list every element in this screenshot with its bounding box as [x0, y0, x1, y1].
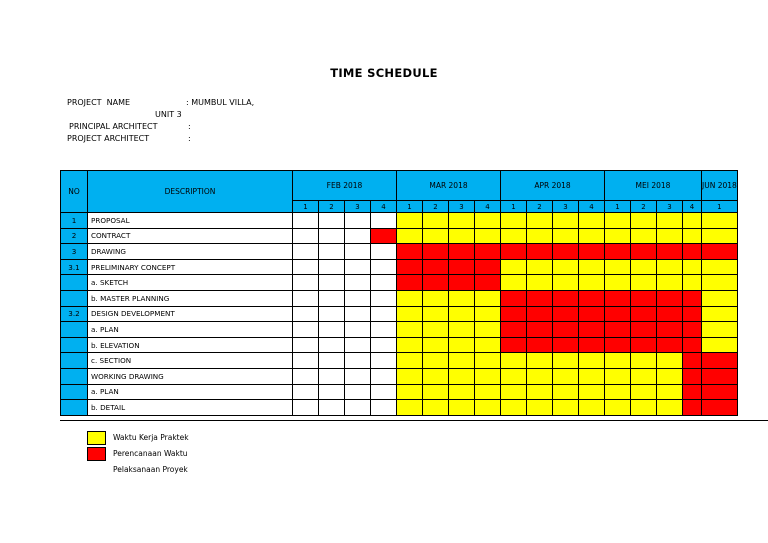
- work-cell: [475, 228, 501, 244]
- week-header: 2: [423, 201, 449, 213]
- work-cell: [449, 400, 475, 416]
- planning-cell: [475, 259, 501, 275]
- work-cell: [605, 275, 631, 291]
- empty-cell: [319, 275, 345, 291]
- work-cell: [449, 384, 475, 400]
- project-name-value: : MUMBUL VILLA,: [186, 98, 255, 107]
- empty-cell: [319, 353, 345, 369]
- work-cell: [449, 306, 475, 322]
- work-cell: [397, 353, 423, 369]
- work-cell: [527, 228, 553, 244]
- empty-cell: [293, 400, 319, 416]
- empty-cell: [345, 290, 371, 306]
- work-cell: [423, 228, 449, 244]
- week-header: 1: [702, 201, 738, 213]
- planning-cell: [683, 368, 702, 384]
- month-header: JUN 2018: [702, 171, 738, 201]
- work-cell: [475, 306, 501, 322]
- work-cell: [605, 353, 631, 369]
- work-cell: [397, 337, 423, 353]
- work-cell: [579, 400, 605, 416]
- row-description: c. SECTION: [88, 353, 293, 369]
- planning-cell: [397, 275, 423, 291]
- table-row: [61, 322, 738, 338]
- planning-cell: [683, 400, 702, 416]
- work-cell: [702, 306, 738, 322]
- week-header: 1: [397, 201, 423, 213]
- planning-cell: [501, 322, 527, 338]
- empty-cell: [371, 306, 397, 322]
- planning-cell: [501, 306, 527, 322]
- work-cell: [423, 322, 449, 338]
- work-cell: [657, 384, 683, 400]
- principal-architect-label: PRINCIPAL ARCHITECT: [69, 122, 158, 131]
- work-cell: [423, 400, 449, 416]
- planning-cell: [683, 322, 702, 338]
- legend-yellow-swatch: [87, 431, 106, 445]
- table-row: [61, 213, 738, 229]
- empty-cell: [371, 353, 397, 369]
- planning-cell: [683, 384, 702, 400]
- week-header: 4: [475, 201, 501, 213]
- description-header: DESCRIPTION: [88, 171, 293, 213]
- planning-cell: [702, 353, 738, 369]
- empty-cell: [293, 213, 319, 229]
- month-header: FEB 2018: [293, 171, 397, 201]
- empty-cell: [293, 322, 319, 338]
- planning-cell: [527, 306, 553, 322]
- work-cell: [527, 275, 553, 291]
- row-description: PRELIMINARY CONCEPT: [88, 259, 293, 275]
- work-cell: [553, 384, 579, 400]
- work-cell: [553, 400, 579, 416]
- work-cell: [501, 259, 527, 275]
- row-number: [61, 400, 88, 416]
- work-cell: [605, 228, 631, 244]
- work-cell: [449, 213, 475, 229]
- schedule-table: [60, 170, 738, 416]
- empty-cell: [293, 259, 319, 275]
- week-header: 1: [501, 201, 527, 213]
- work-cell: [397, 322, 423, 338]
- planning-cell: [657, 337, 683, 353]
- row-number: [61, 353, 88, 369]
- empty-cell: [293, 353, 319, 369]
- work-cell: [397, 228, 423, 244]
- empty-cell: [319, 213, 345, 229]
- work-cell: [553, 353, 579, 369]
- empty-cell: [345, 259, 371, 275]
- empty-cell: [371, 400, 397, 416]
- planning-cell: [683, 353, 702, 369]
- row-description: b. DETAIL: [88, 400, 293, 416]
- table-row: [61, 337, 738, 353]
- planning-cell: [553, 290, 579, 306]
- empty-cell: [371, 368, 397, 384]
- planning-cell: [605, 244, 631, 260]
- work-cell: [657, 400, 683, 416]
- week-header: 3: [553, 201, 579, 213]
- empty-cell: [319, 322, 345, 338]
- row-number: [61, 290, 88, 306]
- row-number: 2: [61, 228, 88, 244]
- work-cell: [423, 353, 449, 369]
- row-number: [61, 384, 88, 400]
- project-architect-label: PROJECT ARCHITECT: [67, 134, 150, 143]
- row-description: CONTRACT: [88, 228, 293, 244]
- work-cell: [397, 400, 423, 416]
- work-cell: [397, 384, 423, 400]
- work-cell: [501, 353, 527, 369]
- empty-cell: [345, 213, 371, 229]
- project-architect-value: :: [188, 134, 191, 143]
- empty-cell: [345, 244, 371, 260]
- planning-cell: [657, 322, 683, 338]
- table-row: [61, 275, 738, 291]
- row-description: b. ELEVATION: [88, 337, 293, 353]
- planning-cell: [423, 275, 449, 291]
- work-cell: [397, 368, 423, 384]
- empty-cell: [319, 368, 345, 384]
- work-cell: [683, 228, 702, 244]
- row-number: [61, 368, 88, 384]
- work-cell: [605, 368, 631, 384]
- row-number: 3: [61, 244, 88, 260]
- empty-cell: [371, 213, 397, 229]
- work-cell: [527, 259, 553, 275]
- work-cell: [631, 368, 657, 384]
- legend-red-label-1: Perencanaan Waktu: [113, 449, 188, 458]
- row-description: WORKING DRAWING: [88, 368, 293, 384]
- work-cell: [397, 290, 423, 306]
- work-cell: [631, 384, 657, 400]
- planning-cell: [527, 290, 553, 306]
- empty-cell: [293, 368, 319, 384]
- empty-cell: [345, 384, 371, 400]
- week-header: 4: [683, 201, 702, 213]
- work-cell: [579, 384, 605, 400]
- empty-cell: [345, 228, 371, 244]
- work-cell: [553, 368, 579, 384]
- empty-cell: [293, 275, 319, 291]
- work-cell: [631, 228, 657, 244]
- planning-cell: [371, 228, 397, 244]
- legend-red-swatch: [87, 447, 106, 461]
- empty-cell: [319, 259, 345, 275]
- work-cell: [579, 353, 605, 369]
- work-cell: [449, 353, 475, 369]
- planning-cell: [553, 337, 579, 353]
- row-description: a. SKETCH: [88, 275, 293, 291]
- divider-line: [60, 420, 768, 421]
- planning-cell: [397, 244, 423, 260]
- empty-cell: [319, 384, 345, 400]
- work-cell: [657, 228, 683, 244]
- table-row: [61, 244, 738, 260]
- work-cell: [702, 337, 738, 353]
- work-cell: [527, 384, 553, 400]
- work-cell: [605, 259, 631, 275]
- work-cell: [553, 213, 579, 229]
- week-header: 3: [657, 201, 683, 213]
- table-row: [61, 290, 738, 306]
- work-cell: [553, 228, 579, 244]
- empty-cell: [319, 244, 345, 260]
- month-header: MEI 2018: [605, 171, 702, 201]
- work-cell: [657, 259, 683, 275]
- work-cell: [683, 213, 702, 229]
- work-cell: [475, 213, 501, 229]
- planning-cell: [579, 337, 605, 353]
- planning-cell: [475, 275, 501, 291]
- empty-cell: [345, 353, 371, 369]
- week-header: 3: [345, 201, 371, 213]
- work-cell: [605, 213, 631, 229]
- principal-architect-value: :: [188, 122, 191, 131]
- empty-cell: [345, 337, 371, 353]
- table-row: [61, 384, 738, 400]
- work-cell: [449, 290, 475, 306]
- week-header: 2: [631, 201, 657, 213]
- empty-cell: [371, 337, 397, 353]
- empty-cell: [345, 400, 371, 416]
- work-cell: [397, 213, 423, 229]
- work-cell: [475, 353, 501, 369]
- planning-cell: [631, 337, 657, 353]
- table-row: [61, 306, 738, 322]
- week-header: 2: [527, 201, 553, 213]
- planning-cell: [683, 337, 702, 353]
- week-header: 4: [371, 201, 397, 213]
- work-cell: [475, 337, 501, 353]
- planning-cell: [702, 368, 738, 384]
- planning-cell: [449, 275, 475, 291]
- work-cell: [631, 400, 657, 416]
- empty-cell: [371, 259, 397, 275]
- empty-cell: [293, 384, 319, 400]
- empty-cell: [293, 290, 319, 306]
- planning-cell: [501, 244, 527, 260]
- planning-cell: [702, 384, 738, 400]
- work-cell: [683, 275, 702, 291]
- planning-cell: [449, 244, 475, 260]
- planning-cell: [527, 337, 553, 353]
- work-cell: [423, 213, 449, 229]
- work-cell: [579, 213, 605, 229]
- planning-cell: [683, 244, 702, 260]
- work-cell: [702, 213, 738, 229]
- planning-cell: [579, 290, 605, 306]
- planning-cell: [657, 306, 683, 322]
- row-description: a. PLAN: [88, 384, 293, 400]
- planning-cell: [553, 306, 579, 322]
- work-cell: [657, 275, 683, 291]
- empty-cell: [371, 290, 397, 306]
- planning-cell: [527, 322, 553, 338]
- planning-cell: [657, 290, 683, 306]
- empty-cell: [319, 228, 345, 244]
- planning-cell: [527, 244, 553, 260]
- work-cell: [423, 337, 449, 353]
- empty-cell: [319, 290, 345, 306]
- month-header: MAR 2018: [397, 171, 501, 201]
- work-cell: [579, 228, 605, 244]
- empty-cell: [319, 337, 345, 353]
- row-description: DESIGN DEVELOPMENT: [88, 306, 293, 322]
- week-header: 3: [449, 201, 475, 213]
- work-cell: [449, 228, 475, 244]
- row-number: 3.2: [61, 306, 88, 322]
- empty-cell: [319, 400, 345, 416]
- empty-cell: [293, 228, 319, 244]
- empty-cell: [293, 244, 319, 260]
- work-cell: [449, 337, 475, 353]
- work-cell: [657, 368, 683, 384]
- project-name-continuation: UNIT 3: [155, 110, 182, 119]
- work-cell: [397, 306, 423, 322]
- planning-cell: [631, 306, 657, 322]
- planning-cell: [449, 259, 475, 275]
- planning-cell: [657, 244, 683, 260]
- work-cell: [501, 213, 527, 229]
- work-cell: [631, 275, 657, 291]
- work-cell: [475, 290, 501, 306]
- work-cell: [423, 384, 449, 400]
- work-cell: [631, 259, 657, 275]
- no-header: NO: [61, 171, 88, 213]
- row-description: b. MASTER PLANNING: [88, 290, 293, 306]
- work-cell: [702, 228, 738, 244]
- work-cell: [553, 259, 579, 275]
- empty-cell: [345, 306, 371, 322]
- empty-cell: [345, 275, 371, 291]
- work-cell: [631, 213, 657, 229]
- planning-cell: [423, 244, 449, 260]
- work-cell: [449, 368, 475, 384]
- work-cell: [579, 368, 605, 384]
- empty-cell: [371, 244, 397, 260]
- planning-cell: [553, 244, 579, 260]
- work-cell: [475, 400, 501, 416]
- work-cell: [423, 368, 449, 384]
- row-number: 1: [61, 213, 88, 229]
- project-name-label: PROJECT NAME: [67, 98, 131, 107]
- row-number: [61, 337, 88, 353]
- work-cell: [631, 353, 657, 369]
- work-cell: [527, 368, 553, 384]
- work-cell: [475, 322, 501, 338]
- week-header: 1: [293, 201, 319, 213]
- work-cell: [553, 275, 579, 291]
- planning-cell: [683, 306, 702, 322]
- work-cell: [702, 290, 738, 306]
- work-cell: [449, 322, 475, 338]
- empty-cell: [293, 337, 319, 353]
- planning-cell: [605, 290, 631, 306]
- work-cell: [657, 353, 683, 369]
- week-header: 2: [319, 201, 345, 213]
- planning-cell: [475, 244, 501, 260]
- week-header: 4: [579, 201, 605, 213]
- planning-cell: [702, 244, 738, 260]
- page-title: TIME SCHEDULE: [330, 66, 438, 80]
- planning-cell: [605, 337, 631, 353]
- work-cell: [657, 213, 683, 229]
- empty-cell: [345, 322, 371, 338]
- work-cell: [702, 275, 738, 291]
- table-row: [61, 228, 738, 244]
- planning-cell: [553, 322, 579, 338]
- work-cell: [702, 259, 738, 275]
- row-number: [61, 275, 88, 291]
- work-cell: [527, 353, 553, 369]
- table-row: [61, 368, 738, 384]
- work-cell: [527, 213, 553, 229]
- planning-cell: [579, 244, 605, 260]
- planning-cell: [579, 306, 605, 322]
- work-cell: [475, 384, 501, 400]
- row-number: 3.1: [61, 259, 88, 275]
- legend-yellow-label: Waktu Kerja Praktek: [113, 433, 189, 442]
- empty-cell: [345, 368, 371, 384]
- work-cell: [527, 400, 553, 416]
- planning-cell: [501, 290, 527, 306]
- work-cell: [579, 275, 605, 291]
- planning-cell: [631, 244, 657, 260]
- work-cell: [501, 368, 527, 384]
- legend-red-label-2: Pelaksanaan Proyek: [113, 465, 188, 474]
- planning-cell: [631, 322, 657, 338]
- planning-cell: [605, 306, 631, 322]
- empty-cell: [371, 384, 397, 400]
- week-header: 1: [605, 201, 631, 213]
- work-cell: [579, 259, 605, 275]
- table-row: [61, 353, 738, 369]
- planning-cell: [397, 259, 423, 275]
- work-cell: [605, 384, 631, 400]
- work-cell: [605, 400, 631, 416]
- work-cell: [423, 306, 449, 322]
- table-row: [61, 259, 738, 275]
- work-cell: [683, 259, 702, 275]
- planning-cell: [605, 322, 631, 338]
- row-description: a. PLAN: [88, 322, 293, 338]
- empty-cell: [371, 275, 397, 291]
- work-cell: [501, 400, 527, 416]
- row-number: [61, 322, 88, 338]
- planning-cell: [579, 322, 605, 338]
- planning-cell: [501, 337, 527, 353]
- month-header: APR 2018: [501, 171, 605, 201]
- planning-cell: [631, 290, 657, 306]
- work-cell: [702, 322, 738, 338]
- work-cell: [475, 368, 501, 384]
- planning-cell: [702, 400, 738, 416]
- empty-cell: [293, 306, 319, 322]
- work-cell: [423, 290, 449, 306]
- table-row: [61, 400, 738, 416]
- work-cell: [501, 384, 527, 400]
- planning-cell: [683, 290, 702, 306]
- empty-cell: [371, 322, 397, 338]
- empty-cell: [319, 306, 345, 322]
- work-cell: [501, 275, 527, 291]
- row-description: DRAWING: [88, 244, 293, 260]
- work-cell: [501, 228, 527, 244]
- planning-cell: [423, 259, 449, 275]
- row-description: PROPOSAL: [88, 213, 293, 229]
